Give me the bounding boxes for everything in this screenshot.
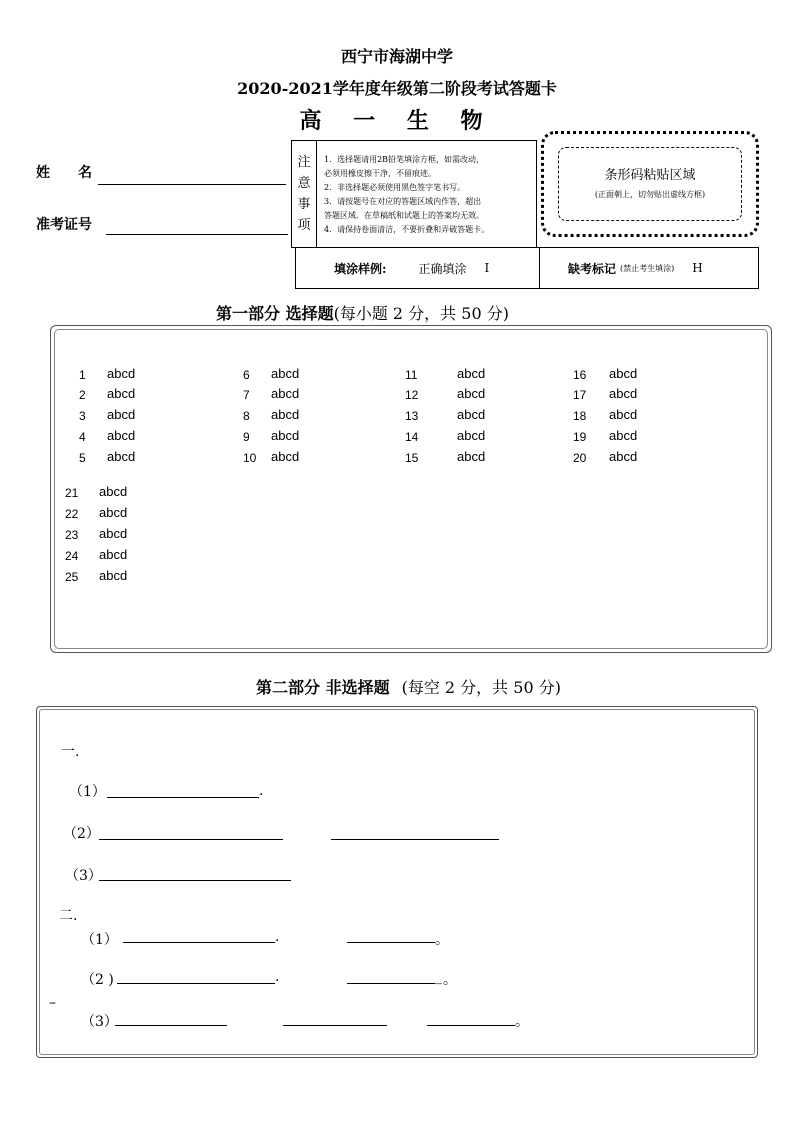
absent-mark-label: 缺考标记 (568, 261, 617, 276)
correct-fill-mark: I (484, 261, 490, 275)
q1-3-label: （3） (65, 868, 102, 884)
question-number: 7 (243, 388, 250, 402)
answer-options[interactable]: abcd (271, 428, 300, 443)
answer-options[interactable]: abcd (99, 547, 128, 562)
answer-options[interactable]: abcd (457, 366, 486, 381)
barcode-title: 条形码粘贴区域 (604, 168, 696, 183)
question-number: 18 (573, 409, 587, 423)
choice-answer-box (50, 325, 772, 653)
exam-title: 2020-2021学年度年级第二阶段考试答题卡 (237, 79, 557, 98)
answer-options[interactable]: abcd (99, 526, 128, 541)
question-number: 23 (65, 528, 79, 542)
q2-label: 二. (59, 908, 78, 924)
q1-2-label: （2） (63, 826, 100, 842)
absent-mark-note: (禁止考生填涂) (620, 263, 675, 273)
question-number: 12 (405, 388, 419, 402)
stray-dash: – (49, 995, 56, 1011)
q1-2-blank-b[interactable] (331, 839, 499, 840)
written-answer-inner-frame (39, 709, 755, 1055)
q1-1-label: （1） (69, 784, 106, 800)
barcode-inner-frame (558, 147, 742, 221)
answer-options[interactable]: abcd (609, 449, 638, 464)
notice-item: 1．选择题请用2B铅笔填涂方框，如需改动， (324, 155, 485, 164)
q2-1-label: （1） (81, 932, 118, 948)
q2-3-blank-b[interactable] (283, 1025, 387, 1026)
answer-options[interactable]: abcd (457, 449, 486, 464)
q2-2-blank-a[interactable] (117, 983, 275, 984)
q1-1-blank[interactable] (107, 797, 259, 798)
answer-options[interactable]: abcd (457, 428, 486, 443)
answer-options[interactable]: abcd (609, 428, 638, 443)
q1-2-blank-a[interactable] (99, 839, 283, 840)
q1-3-blank[interactable] (99, 880, 291, 881)
answer-options[interactable]: abcd (271, 407, 300, 422)
question-number: 3 (79, 409, 86, 423)
notice-title-char: 项 (297, 218, 311, 233)
question-number: 11 (405, 368, 418, 382)
q2-3-label: （3） (81, 1014, 118, 1030)
written-answer-box (36, 706, 758, 1058)
q2-1-blank-a[interactable] (123, 942, 275, 943)
answer-options[interactable]: abcd (609, 386, 638, 401)
question-number: 9 (243, 430, 250, 444)
question-number: 1 (79, 368, 86, 382)
question-number: 5 (79, 451, 86, 465)
part2-title (256, 675, 561, 698)
q1-1-period: . (259, 783, 264, 799)
q2-2-stop: 。 (443, 972, 457, 988)
notice-title-char: 事 (297, 197, 311, 212)
notice-item: 必须用橡皮擦干净，不留痕迹。 (324, 169, 436, 178)
q2-3-blank-a[interactable] (115, 1025, 227, 1026)
part1-title (216, 301, 509, 324)
question-number: 21 (65, 486, 79, 500)
part2-title-text: 第二部分 非选择题 (256, 678, 390, 697)
question-number: 24 (65, 549, 79, 563)
question-number: 15 (405, 451, 419, 465)
question-number: 17 (573, 388, 587, 402)
notice-title-char: 注 (297, 155, 311, 170)
notice-item: 答题区域．在草稿纸和试题上的答案均无效。 (324, 211, 484, 220)
answer-options[interactable]: abcd (107, 407, 136, 422)
name-field[interactable] (98, 184, 286, 185)
question-number: 6 (243, 368, 250, 382)
question-number: 25 (65, 570, 79, 584)
part1-scoring: (每小题 2 分，共 50 分) (333, 304, 509, 323)
question-number: 20 (573, 451, 587, 465)
answer-options[interactable]: abcd (457, 407, 486, 422)
barcode-area (541, 131, 759, 237)
notice-item: 3．请按题号在对应的答题区域内作答，超出 (324, 197, 482, 206)
notice-title-char: 意 (297, 176, 311, 191)
school-name: 西宁市海湖中学 (340, 47, 453, 66)
barcode-note: (正面朝上，切勿贴出虚线方框) (594, 190, 706, 199)
name-label: 姓 名 (36, 165, 92, 181)
answer-options[interactable]: abcd (99, 568, 128, 583)
answer-options[interactable]: abcd (107, 428, 136, 443)
question-number: 10 (243, 451, 257, 465)
q2-2-period: . (275, 969, 280, 985)
answer-options[interactable]: abcd (107, 386, 136, 401)
answer-options[interactable]: abcd (457, 386, 486, 401)
answer-options[interactable]: abcd (609, 407, 638, 422)
notice-item: 2．非选择题必须使用黑色签字笔书写。 (324, 183, 466, 192)
answer-options[interactable]: abcd (107, 449, 136, 464)
fill-sample-label: 填涂样例: (334, 261, 387, 276)
answer-options[interactable]: abcd (271, 386, 300, 401)
part2-scoring: (每空 2 分，共 50 分) (401, 678, 561, 697)
question-number: 13 (405, 409, 419, 423)
q2-3-stop: 。 (515, 1014, 529, 1030)
question-number: 22 (65, 507, 79, 521)
q2-1-period: . (275, 929, 280, 945)
subject-title: 高 一 生 物 (299, 108, 495, 134)
exam-id-label: 准考证号 (36, 217, 92, 233)
notice-item: 4．请保持卷面清洁，不要折叠和弄破答题卡。 (324, 225, 490, 234)
fill-sample-row (295, 247, 759, 289)
question-number: 8 (243, 409, 250, 423)
fill-sample-cell (296, 248, 540, 288)
notice-box (291, 140, 537, 248)
q2-2-underscore: _ (435, 969, 442, 985)
answer-options[interactable]: abcd (609, 366, 638, 381)
q2-1-blank-b[interactable] (347, 942, 435, 943)
absent-mark-box[interactable]: H (692, 261, 703, 275)
q2-1-stop: 。 (435, 932, 449, 948)
part1-title-text: 第一部分 选择题 (216, 304, 334, 323)
q2-2-label: （2 ) (81, 972, 114, 988)
q2-3-blank-c[interactable] (427, 1025, 515, 1026)
question-number: 2 (79, 388, 86, 402)
answer-options[interactable]: abcd (99, 484, 128, 499)
correct-fill-label: 正确填涂 (418, 261, 467, 276)
answer-options[interactable]: abcd (107, 366, 136, 381)
question-number: 4 (79, 430, 86, 444)
question-number: 16 (573, 368, 587, 382)
q1-label: 一. (61, 744, 80, 760)
question-number: 14 (405, 430, 419, 444)
question-number: 19 (573, 430, 587, 444)
answer-options[interactable]: abcd (271, 366, 300, 381)
q2-2-blank-b[interactable] (347, 983, 435, 984)
exam-id-field[interactable] (106, 234, 288, 235)
notice-title (292, 141, 317, 247)
absent-mark-cell (540, 260, 758, 277)
answer-options[interactable]: abcd (271, 449, 300, 464)
answer-options[interactable]: abcd (99, 505, 128, 520)
notice-list (324, 153, 532, 237)
